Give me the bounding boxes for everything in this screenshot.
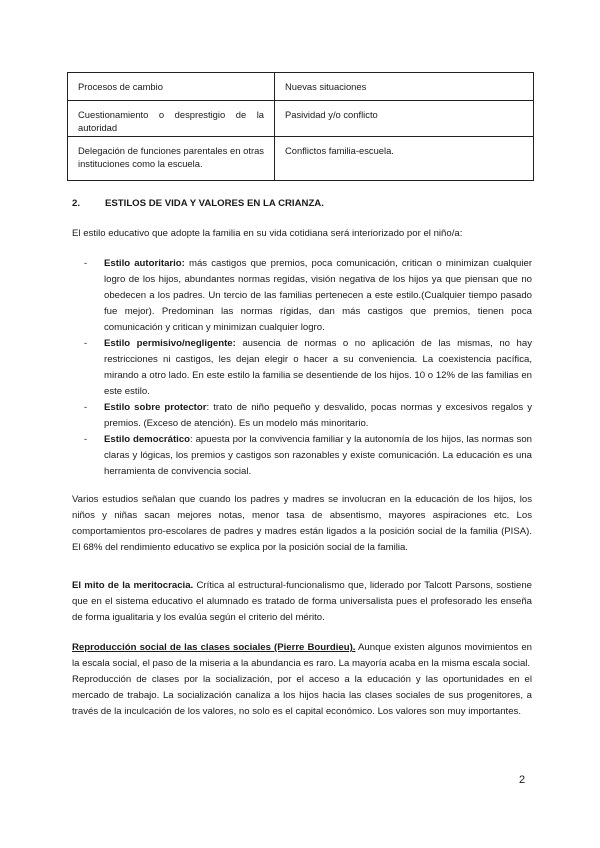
section-number: 2. [72, 198, 81, 209]
section-title: ESTILOS DE VIDA Y VALORES EN LA CRIANZA. [105, 198, 324, 209]
list-item [72, 432, 532, 480]
parenting-styles-list [72, 256, 532, 480]
reproduction-text: Aunque existen algunos movimientos en la escala social, el paso de la miseria a la abundancia es raro. La mayoría acaba en la misma escala social. [72, 642, 532, 669]
style-description: ausencia de normas o no aplicación de las mismas, no hay restricciones ni castigos, les dejan elegir o hacer a su conveniencia. La coexistencia pacífica, mirando a otro lado. En este estilo la familia se desentiende de los hijos. 10 o 12% de las familias en este estilo. [104, 338, 532, 397]
changes-table [67, 72, 534, 181]
style-name: Estilo autoritario: [104, 258, 185, 269]
meritocracy-lead: El mito de la meritocracia. [72, 580, 194, 591]
table-header-row [68, 73, 534, 101]
section-heading [72, 196, 324, 212]
dash-bullet: - [84, 402, 88, 413]
reproduction-paragraph [72, 640, 532, 720]
table-cell: Pasividad y/o conflicto [275, 101, 534, 137]
table-header-cell: Procesos de cambio [68, 73, 275, 101]
list-item [72, 336, 532, 400]
style-name: Estilo sobre protector [104, 402, 207, 413]
table-cell: Delegación de funciones parentales en otras instituciones como la escuela. [68, 137, 275, 181]
style-description: más castigos que premios, poca comunicación, critican o minimizan cualquier logro de los hijos, abundantes normas regidas, visión negativa de los hijos ya que piensan que no obedecen a los padres. Un tercio de las familias pertenecen a este estilo.(Cualquier tiempo pasado fue mejor). Predominan las normas rígidas, dan más castigos que premios, tienen poca comunicación y critican y minimizan cualquier logro. [104, 258, 533, 333]
table-header-cell: Nuevas situaciones [275, 73, 534, 101]
style-description: : apuesta por la convivencia familiar y la autonomía de los hijos, las normas son claras y lógicas, los premios y castigos son razonables y existe comunicación. La educación es una herramienta de convivencia social. [104, 434, 533, 477]
table-row [68, 101, 534, 137]
dash-bullet: - [84, 338, 88, 349]
table-row [68, 137, 534, 181]
meritocracy-paragraph [72, 578, 532, 626]
studies-paragraph: Varios estudios señalan que cuando los padres y madres se involucran en la educación de los hijos, los niños y niñas sacan mejores notas, menor tasa de absentismo, mayores aspiraciones etc. Los comportamientos pro-escolares de padres y madres están ligados a la posición social de la familia (PISA). El 68% del rendimiento educativo se explica por la posición social de la familia. [72, 494, 532, 553]
style-name: Estilo permisivo/negligente: [104, 338, 236, 349]
intro-paragraph: El estilo educativo que adopte la familia en su vida cotidiana será interiorizado por el niño/a: [72, 228, 463, 239]
list-item [72, 400, 532, 432]
reproduction-text-continued: Reproducción de clases por la socialización, por el acceso a la educación y las oportunidades en el mercado de trabajo. La socialización canaliza a los hijos hacia las clases sociales de sus progenitores, a través de la inculcación de los valores, no solo es el capital económico. Los valores son muy importantes. [72, 674, 532, 717]
table-cell: Conflictos familia-escuela. [275, 137, 534, 181]
page-number: 2 [519, 774, 526, 786]
dash-bullet: - [84, 434, 88, 445]
list-item [72, 256, 532, 336]
dash-bullet: - [84, 258, 88, 269]
meritocracy-text: Crítica al estructural-funcionalismo que, liderado por Talcott Parsons, sostiene que en el sistema educativo el alumnado es tratado de forma universalista pues el profesorado les enseña de forma igualitaria y los evalúa según el criterio del mérito. [72, 580, 532, 623]
style-name: Estilo democrático [104, 434, 191, 445]
reproduction-lead: Reproducción social de las clases sociales (Pierre Bourdieu). [72, 642, 356, 653]
table-cell: Cuestionamiento o desprestigio de la autoridad [68, 101, 275, 137]
style-description: : trato de niño pequeño y desvalido, pocas normas y excesivos regalos y premios. (Exceso de atención). Es un modelo más minoritario. [104, 402, 533, 429]
